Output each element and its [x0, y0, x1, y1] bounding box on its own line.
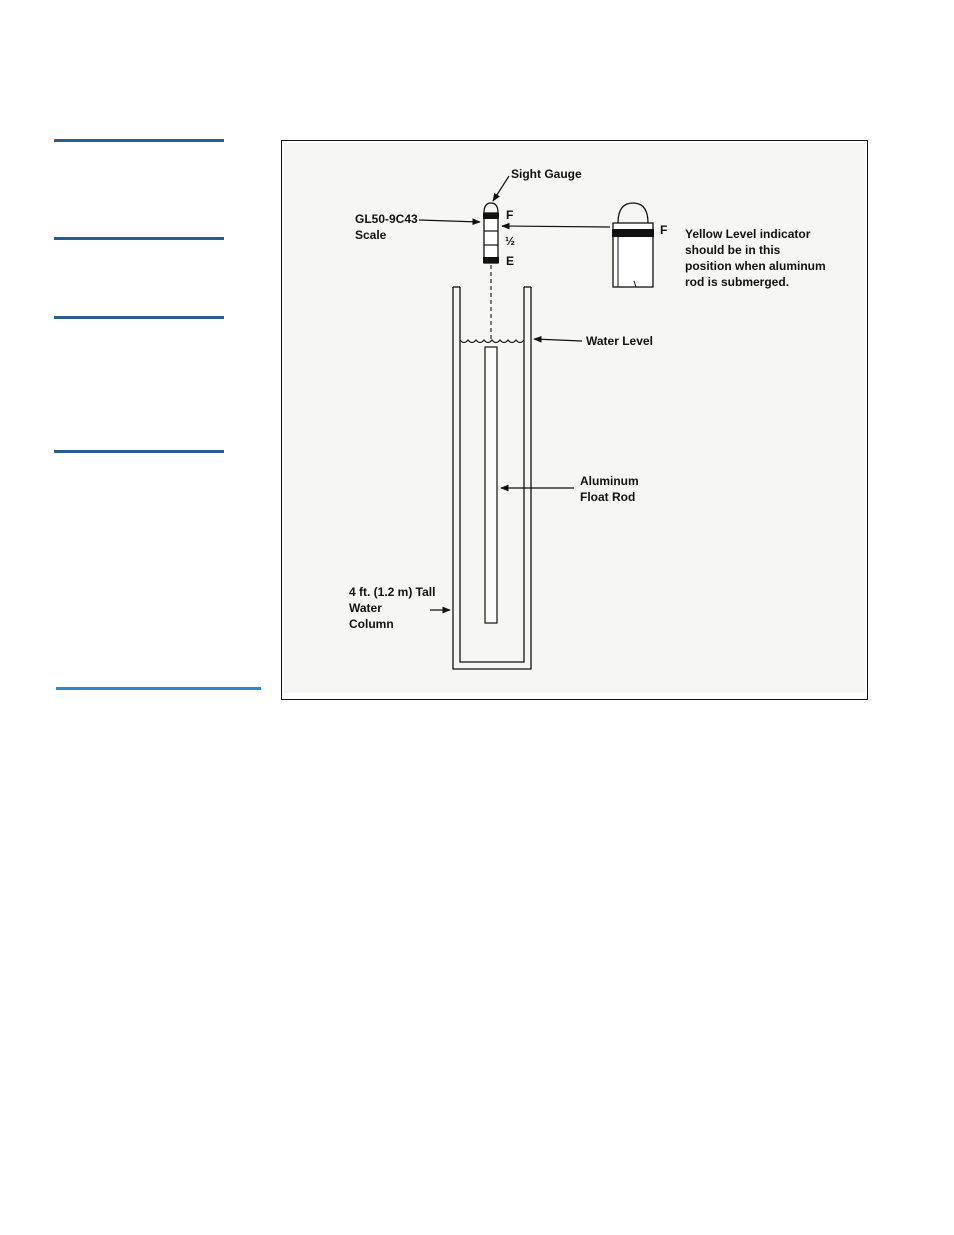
scale-label-line1: GL50-9C43	[355, 212, 418, 226]
water-level-arrow	[534, 339, 582, 341]
detail-mark-full: F	[660, 223, 668, 237]
sidebar-rule-2	[54, 237, 224, 240]
sight-gauge	[483, 203, 499, 263]
gauge-top-band	[483, 213, 499, 219]
scale-arrow	[419, 220, 480, 222]
aluminum-float-rod	[485, 347, 497, 623]
sight-gauge-figure	[281, 140, 868, 700]
sidebar-rule-1	[54, 139, 224, 142]
float-rod-label-line1: Aluminum	[580, 474, 639, 488]
mark-half: ½	[505, 234, 516, 248]
mark-full: F	[506, 208, 514, 222]
scale-label-line2: Scale	[355, 228, 387, 242]
water-surface	[460, 340, 524, 343]
column-label-line2: Water	[349, 601, 382, 615]
indicator-note-line1: Yellow Level indicator	[685, 227, 811, 241]
mark-empty: E	[506, 254, 515, 268]
sidebar-rule-3	[54, 316, 224, 319]
section-rule	[56, 687, 261, 690]
yellow-level-indicator	[612, 229, 654, 237]
sight-gauge-diagram	[282, 141, 869, 701]
sidebar-rule-4	[54, 450, 224, 453]
indicator-note-line4: rod is submerged.	[685, 275, 790, 289]
detail-arrow	[502, 226, 610, 227]
gauge-bottom-band	[483, 257, 499, 263]
column-label-line3: Column	[349, 617, 394, 631]
water-level-label: Water Level	[586, 334, 653, 348]
sight-gauge-arrow	[493, 176, 509, 201]
sight-gauge-label: Sight Gauge	[511, 167, 582, 181]
indicator-detail	[612, 203, 654, 287]
indicator-note-line3: position when aluminum	[685, 259, 826, 273]
float-rod-label-line2: Float Rod	[580, 490, 636, 504]
column-label-line1: 4 ft. (1.2 m) Tall	[349, 585, 436, 599]
indicator-note-line2: should be in this	[685, 243, 781, 257]
